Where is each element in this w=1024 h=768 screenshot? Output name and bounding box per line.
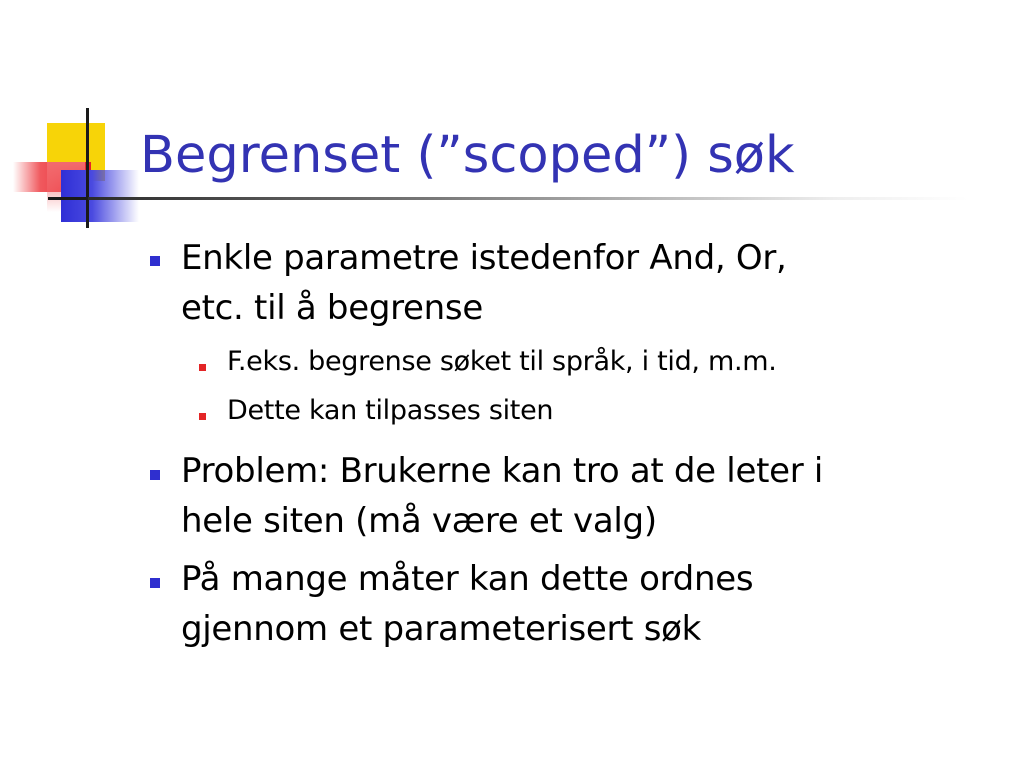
bullet-item-2-line-2: hele siten (må være et valg) (181, 501, 657, 541)
bullet-item-1-line-2: etc. til å begrense (181, 288, 483, 328)
bullet-marker-icon (150, 256, 160, 266)
sub-bullet-item-2: Dette kan tilpasses siten (227, 395, 554, 426)
title-underline (88, 197, 968, 200)
bullet-item-3-line-1: På mange måter kan dette ordnes (181, 559, 754, 599)
slide-logo-graphic (0, 0, 140, 240)
bullet-item-2-line-1: Problem: Brukerne kan tro at de leter i (181, 451, 824, 491)
bullet-marker-icon (150, 578, 160, 588)
slide-title: Begrenset (”scoped”) søk (140, 126, 795, 185)
logo-blue-square (61, 170, 139, 222)
logo-vertical-line (86, 108, 89, 228)
bullet-item-1-line-1: Enkle parametre istedenfor And, Or, (181, 238, 787, 278)
sub-bullet-marker-icon (199, 413, 206, 420)
bullet-item-3-line-2: gjennom et parameterisert søk (181, 609, 702, 649)
sub-bullet-marker-icon (199, 364, 206, 371)
sub-bullet-item-1: F.eks. begrense søket til språk, i tid, m.m. (227, 346, 777, 377)
bullet-marker-icon (150, 470, 160, 480)
